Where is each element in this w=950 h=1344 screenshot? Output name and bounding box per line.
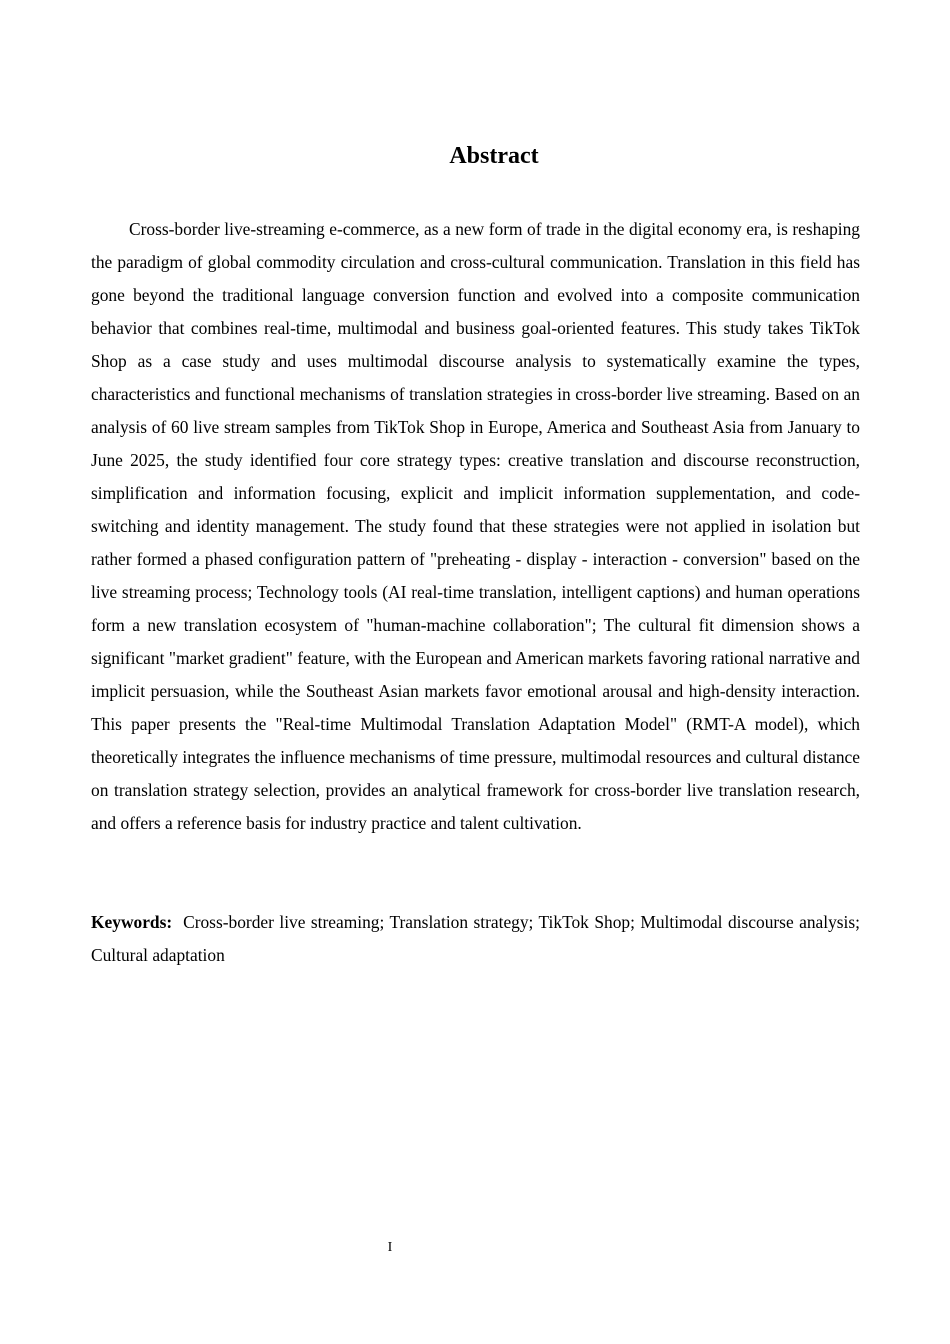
abstract-paragraph: Cross-border live-streaming e-commerce, as a new form of trade in the digital economy era, is reshaping the paradigm of global commodity circulation and cross-cultural communication. Translation in this field has gone beyond the traditional language conversion function and evolved into a composite communication behavior that combines real-time, multimodal and business goal-oriented features. This study takes TikTok Shop as a case study and uses multimodal discourse analysis to systematically examine the types, characteristics and functional mechanisms of translation strategies in cross-border live streaming. Based on an analysis of 60 live stream samples from TikTok Shop in Europe, America and Southeast Asia from January to June 2025, the study identified four core strategy types: creative translation and discourse reconstruction, simplification and information focusing, explicit and implicit information supplementation, and code-switching and identity management. The study found that these strategies were not applied in isolation but rather formed a phased configuration pattern of "preheating - display - interaction - conversion" based on the live streaming process; Technology tools (AI real-time translation, intelligent captions) and human operations form a new translation ecosystem of "human-machine collaboration"; The cultural fit dimension shows a significant "market gradient" feature, with the European and American markets favoring rational narrative and implicit persuasion, while the Southeast Asian markets favor emotional arousal and high-density interaction. This paper presents the "Real-time Multimodal Translation Adaptation Model" (RMT-A model), which theoretically integrates the influence mechanisms of time pressure, multimodal resources and cultural distance on translation strategy selection, provides an analytical framework for cross-border live translation research, and offers a reference basis for industry practice and talent cultivation. <box>91 219 860 833</box>
page-number: I <box>387 1240 393 1255</box>
keywords-list: Cross-border live streaming; Translation strategy; TikTok Shop; Multimodal discourse analysis; Cultural adaptation <box>91 912 860 965</box>
keywords-line <box>91 906 860 972</box>
abstract-title: Abstract <box>449 143 539 169</box>
keywords-label: Keywords: <box>91 912 173 932</box>
